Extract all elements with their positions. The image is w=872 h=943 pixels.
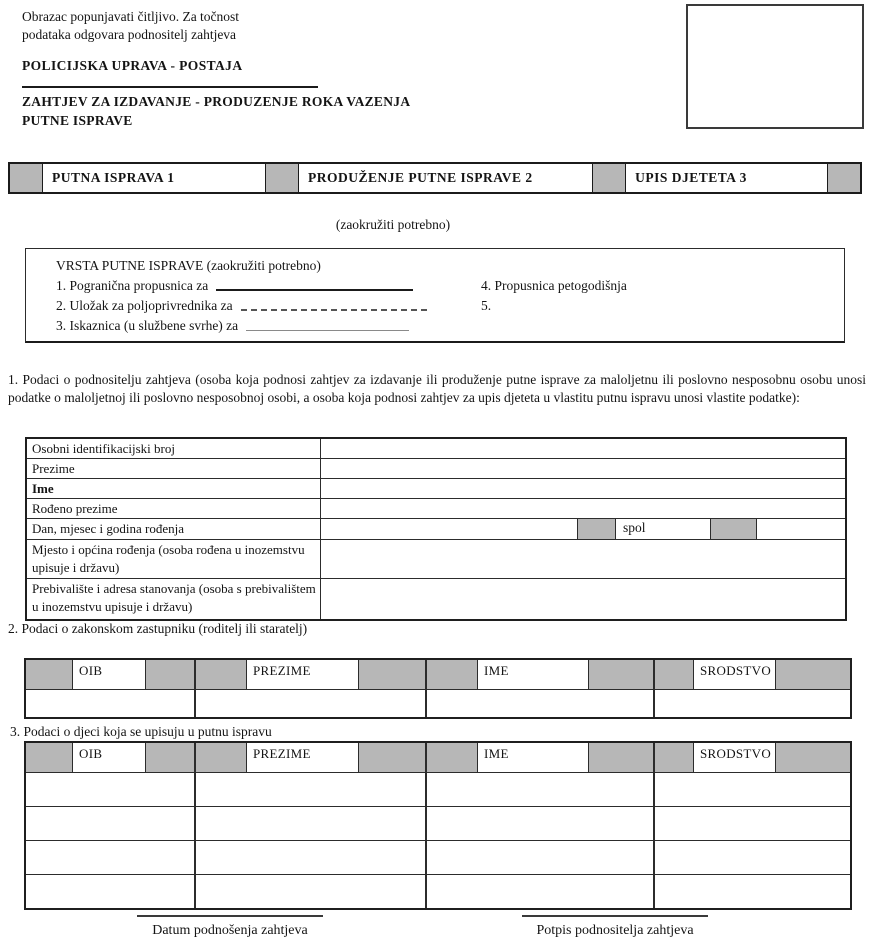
vrsta-item-4[interactable]: 4. Propusnica petogodišnja: [481, 278, 627, 293]
column-header-ime: IME: [477, 660, 589, 689]
spacer-cell: [146, 660, 194, 689]
guardian-row: [26, 690, 850, 717]
guardian-prezime-cell[interactable]: [196, 690, 427, 717]
date-label: Datum podnošenja zahtjeva: [152, 923, 308, 938]
vrsta-item-2[interactable]: [56, 298, 427, 314]
spacer-cell: [589, 660, 653, 689]
spacer-cell: [589, 743, 653, 772]
table-row-rodeno-prezime: [27, 499, 845, 519]
header-group-prezime: [196, 660, 427, 689]
header-group-prezime: [196, 743, 427, 772]
legal-guardian-table: [24, 658, 852, 719]
dob-row-value: [321, 519, 845, 539]
child-oib-cell[interactable]: [26, 875, 196, 908]
child-ime-cell[interactable]: [427, 841, 655, 874]
children-table: [24, 741, 852, 910]
child-row-1: [26, 773, 850, 807]
column-header-srodstvo: SRODSTVO: [693, 660, 776, 689]
section2-heading: 2. Podaci o zakonskom zastupniku (roditelj ili staratelj): [8, 621, 308, 636]
police-department-label: POLICIJSKA UPRAVA - POSTAJA: [22, 58, 243, 73]
spacer-cell: [146, 743, 194, 772]
vrsta-item-1[interactable]: [56, 278, 413, 294]
spacer-cell: [577, 519, 616, 539]
document-type-options: [8, 162, 862, 194]
table-row-mjesto-rodjenja: [27, 540, 845, 579]
row-label: Osobni identifikacijski broj: [27, 439, 321, 458]
child-row-3: [26, 841, 850, 875]
child-oib-cell[interactable]: [26, 841, 196, 874]
header-group-oib: [26, 743, 196, 772]
spacer-cell: [26, 743, 72, 772]
spol-input-cell[interactable]: [757, 519, 845, 539]
header-group-oib: [26, 660, 196, 689]
option-putna-isprava[interactable]: PUTNA ISPRAVA 1: [42, 164, 266, 192]
spacer-cell: [196, 743, 246, 772]
vrsta-item-2-fill-line[interactable]: [241, 309, 427, 311]
oib-input-cell[interactable]: [321, 439, 845, 458]
table-header-row: [26, 660, 850, 690]
document-kind-box: [25, 248, 845, 343]
section1-intro: 1. Podaci o podnositelju zahtjeva (osoba koja podnosi zahtjev za izdavanje ili produženje putne isprave za maloljetnu ili poslovno nesposobnu osobu unosi podatke o maloljetnoj ili poslovno nesposobnoj osobi, a osoba koja podnosi zahtjev za upis djeteta u vlastitu putnu ispravu unosi vlastite podatke):: [8, 372, 866, 405]
spacer-cell: [26, 660, 72, 689]
table-row-prezime: [27, 459, 845, 479]
child-ime-cell[interactable]: [427, 773, 655, 806]
spacer-cell: [359, 743, 425, 772]
vrsta-item-3[interactable]: [56, 318, 409, 334]
table-row-ime: [27, 479, 845, 499]
child-row-2: [26, 807, 850, 841]
spacer-cell: [427, 660, 477, 689]
prezime-input-cell[interactable]: [321, 459, 845, 478]
form-title-line-2: PUTNE ISPRAVE: [22, 113, 133, 128]
spacer-cell: [359, 660, 425, 689]
vrsta-item-5[interactable]: 5.: [481, 298, 492, 313]
child-ime-cell[interactable]: [427, 807, 655, 840]
circle-as-needed-hint: (zaokružiti potrebno): [335, 217, 451, 232]
column-header-ime: IME: [477, 743, 589, 772]
row-label: Prebivalište i adresa stanovanja (osoba s prebivalištem u inozemstvu upisuje i državu): [27, 579, 321, 619]
header-group-srodstvo: [655, 743, 850, 772]
spacer-cell: [710, 519, 757, 539]
vrsta-item-2-label: 2. Uložak za poljoprivrednika za: [56, 298, 233, 313]
dob-input-cell[interactable]: [321, 519, 577, 539]
spacer-cell: [593, 164, 625, 192]
applicant-data-table: [25, 437, 847, 621]
section3-heading: 3. Podaci o djeci koja se upisuju u putnu ispravu: [10, 724, 272, 739]
row-label: Dan, mjesec i godina rođenja: [27, 519, 321, 539]
vrsta-item-3-fill-line[interactable]: [246, 330, 409, 331]
spacer-cell: [828, 164, 860, 192]
child-oib-cell[interactable]: [26, 807, 196, 840]
column-header-oib: OIB: [72, 743, 146, 772]
table-header-row: [26, 743, 850, 773]
row-label: Rođeno prezime: [27, 499, 321, 518]
spacer-cell: [427, 743, 477, 772]
child-row-4: [26, 875, 850, 908]
signature-label: Potpis podnositelja zahtjeva: [536, 923, 694, 938]
vrsta-item-3-label: 3. Iskaznica (u službene svrhe) za: [56, 318, 239, 333]
note-line-2: podataka odgovara podnositelj zahtjeva: [22, 27, 237, 42]
child-prezime-cell[interactable]: [196, 841, 427, 874]
photo-stamp-box[interactable]: [686, 4, 864, 129]
column-header-oib: OIB: [72, 660, 146, 689]
child-srodstvo-cell[interactable]: [655, 841, 850, 874]
child-prezime-cell[interactable]: [196, 807, 427, 840]
vrsta-item-1-fill-line[interactable]: [216, 289, 413, 291]
spacer-cell: [196, 660, 246, 689]
document-kind-title: VRSTA PUTNE ISPRAVE (zaokružiti potrebno): [56, 258, 321, 273]
child-prezime-cell[interactable]: [196, 773, 427, 806]
column-header-prezime: PREZIME: [246, 660, 359, 689]
form-title: [22, 92, 410, 130]
spacer-cell: [655, 743, 693, 772]
option-upis-djeteta[interactable]: UPIS DJETETA 3: [625, 164, 828, 192]
table-row-datum-rodjenja: [27, 519, 845, 540]
form-title-line-1: ZAHTJEV ZA IZDAVANJE - PRODUZENJE ROKA VAZENJA: [22, 94, 411, 109]
guardian-ime-cell[interactable]: [427, 690, 655, 717]
row-label: Ime: [27, 479, 321, 498]
guardian-srodstvo-cell[interactable]: [655, 690, 850, 717]
header-group-ime: [427, 743, 655, 772]
child-prezime-cell[interactable]: [196, 875, 427, 908]
ime-input-cell[interactable]: [321, 479, 845, 498]
row-label: Mjesto i općina rođenja (osoba rođena u inozemstvu upisuje i državu): [27, 540, 321, 578]
note-line-1: Obrazac popunjavati čitljivo. Za točnost: [22, 9, 240, 24]
date-fill-line[interactable]: [137, 915, 323, 917]
spacer-cell: [776, 660, 851, 689]
column-header-prezime: PREZIME: [246, 743, 359, 772]
fill-legibly-note: [22, 8, 239, 44]
option-produzenje-putne-isprave[interactable]: PRODUŽENJE PUTNE ISPRAVE 2: [298, 164, 593, 192]
signature-fill-line[interactable]: [522, 915, 708, 917]
spacer-cell: [10, 164, 42, 192]
vrsta-item-1-label: 1. Pogranična propusnica za: [56, 278, 209, 293]
column-header-srodstvo: SRODSTVO: [693, 743, 776, 772]
child-srodstvo-cell[interactable]: [655, 773, 850, 806]
rodeno-prezime-input-cell[interactable]: [321, 499, 845, 518]
child-ime-cell[interactable]: [427, 875, 655, 908]
spol-label: spol: [623, 520, 646, 535]
table-row-prebivaliste: [27, 579, 845, 619]
child-srodstvo-cell[interactable]: [655, 875, 850, 908]
table-row-oib: [27, 439, 845, 459]
police-department-fill-line[interactable]: [22, 86, 318, 88]
child-oib-cell[interactable]: [26, 773, 196, 806]
row-label: Prezime: [27, 459, 321, 478]
header-group-ime: [427, 660, 655, 689]
address-input-cell[interactable]: [321, 579, 845, 619]
spacer-cell: [776, 743, 851, 772]
child-srodstvo-cell[interactable]: [655, 807, 850, 840]
birthplace-input-cell[interactable]: [321, 540, 845, 578]
spacer-cell: [266, 164, 298, 192]
spacer-cell: [655, 660, 693, 689]
header-group-srodstvo: [655, 660, 850, 689]
guardian-oib-cell[interactable]: [26, 690, 196, 717]
